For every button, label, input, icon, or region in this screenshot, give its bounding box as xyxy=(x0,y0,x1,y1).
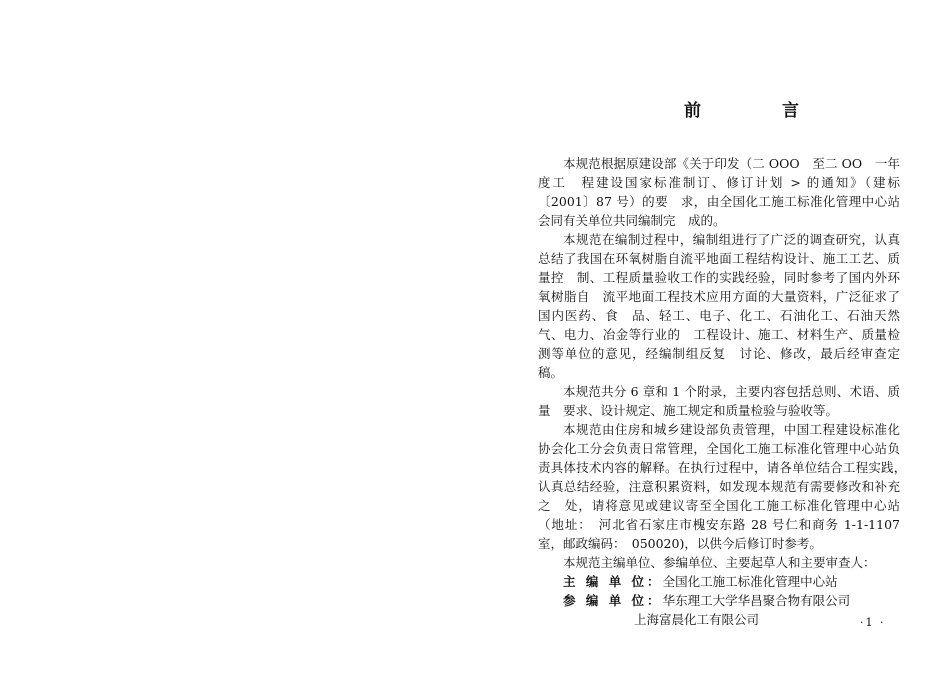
chief-editor-value: 全国化工施工标准化管理中心站 xyxy=(662,574,838,589)
paragraph-2: 本规范在编制过程中，编制组进行了广泛的调查研究，认真总结了我国在环氧树脂自流平地面工程结构设计、施工工艺、质量控 制、工程质量验收工作的实践经验，同时参考了国内外环氧树脂自 流平地面工程技术应用方面的大量资料，广泛征求了国内医药、食 品、轻工、电子、化工、石油化工、石油天然气、电力、冶金等行业的 工程设计、施工、材料生产、质量检测等单位的意见，经编制组反复 讨论、修改，最后经审查定稿。 xyxy=(538,232,900,380)
paragraph-3: 本规范共分 6 章和 1 个附录，主要内容包括总则、术语、质量 要求、设计规定、施工规定和质量检验与验收等。 xyxy=(538,384,900,418)
participant-editor-extra: 上海富晨化工有限公司 xyxy=(634,612,760,627)
paragraph-5: 本规范主编单位、参编单位、主要起草人和主要审查人： xyxy=(563,555,876,570)
paragraph-1: 本规范根据原建设部《关于印发（二 OOO 至二 OO 一年度工 程建设国家标准制订、修订计划 > 的通知》（建标〔2001〕87 号）的要 求，由全国化工施工标准化管理中心站会同有关单位共同编制完 成的。 xyxy=(538,156,900,228)
chief-editor-line xyxy=(538,572,900,591)
chief-editor-label: 主 编 单 位： xyxy=(563,574,663,589)
page-number: ·1 · xyxy=(860,616,886,629)
paragraph-4: 本规范由住房和城乡建设部负责管理，中国工程建设标准化协会化工分会负责日常管理，全国化工施工标准化管理中心站负 责具体技术内容的解释。在执行过程中，请各单位结合工程实践， 认真总结经验，注意积累资料，如发现本规范有需要修改和补充之 处，请将意见或建议寄至全国化工施工标准化管理中心站（地址： 河北省石家庄市槐安东路 28 号仁和商务 1-1-1107 室，邮政编码： 050020)，以供今后修订时参考。 xyxy=(538,422,913,551)
preface-body xyxy=(538,154,913,629)
page-title: 前 言 xyxy=(684,101,831,121)
participant-editor-line xyxy=(538,591,900,610)
participant-editor-label: 参 编 单 位： xyxy=(563,593,663,608)
participant-editor-value: 华东理工大学华昌聚合物有限公司 xyxy=(662,593,851,608)
